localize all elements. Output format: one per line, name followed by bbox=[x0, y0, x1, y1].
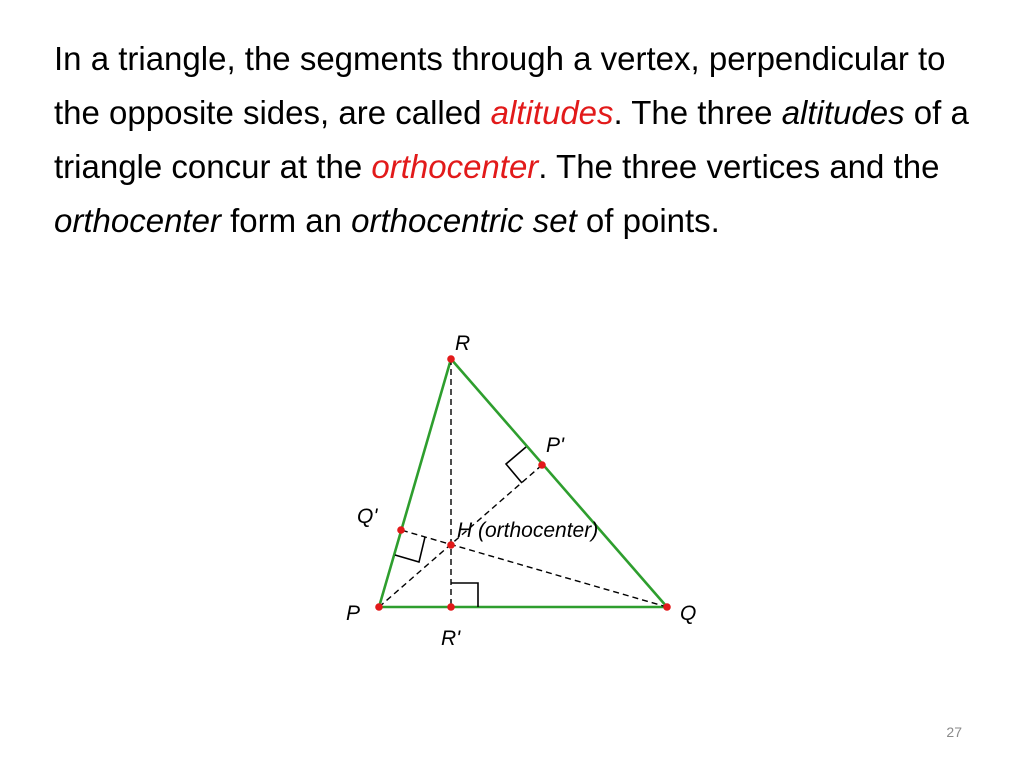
side-rq bbox=[451, 359, 667, 607]
term-orthocenter-italic: orthocenter bbox=[54, 202, 221, 239]
label-q-prime: Q' bbox=[357, 505, 378, 528]
label-q: Q bbox=[680, 602, 697, 625]
text-segment: form an bbox=[220, 202, 352, 239]
label-r: R bbox=[455, 332, 471, 355]
point-q bbox=[663, 603, 671, 611]
term-altitudes: altitudes bbox=[490, 94, 614, 131]
term-orthocentric-set: orthocentric set bbox=[351, 202, 577, 239]
label-r-prime: R' bbox=[441, 627, 461, 650]
label-p: P bbox=[346, 602, 361, 625]
point-p-prime bbox=[538, 461, 546, 469]
term-orthocenter: orthocenter bbox=[371, 148, 539, 185]
point-r bbox=[447, 355, 455, 363]
term-altitudes-italic: altitudes bbox=[781, 94, 905, 131]
text-segment: of a triangle concur at the bbox=[54, 94, 969, 185]
label-h-orthocenter: H (orthocenter) bbox=[457, 519, 599, 542]
page-number: 27 bbox=[946, 724, 962, 740]
label-p-prime: P' bbox=[546, 434, 565, 457]
text-segment: of points. bbox=[576, 202, 720, 239]
text-segment: In a triangle, the segments through a vertex, perpendicular to the opposite sides, are called bbox=[54, 40, 946, 131]
point-r-prime bbox=[447, 603, 455, 611]
point-p bbox=[375, 603, 383, 611]
point-q-prime bbox=[397, 526, 405, 534]
side-pr bbox=[379, 359, 451, 607]
right-angle-marker-p-prime bbox=[506, 447, 526, 483]
right-angle-marker-r-prime bbox=[451, 583, 478, 607]
text-segment: . The three vertices and the bbox=[538, 148, 940, 185]
point-h bbox=[447, 541, 455, 549]
text-segment: . The three bbox=[613, 94, 782, 131]
